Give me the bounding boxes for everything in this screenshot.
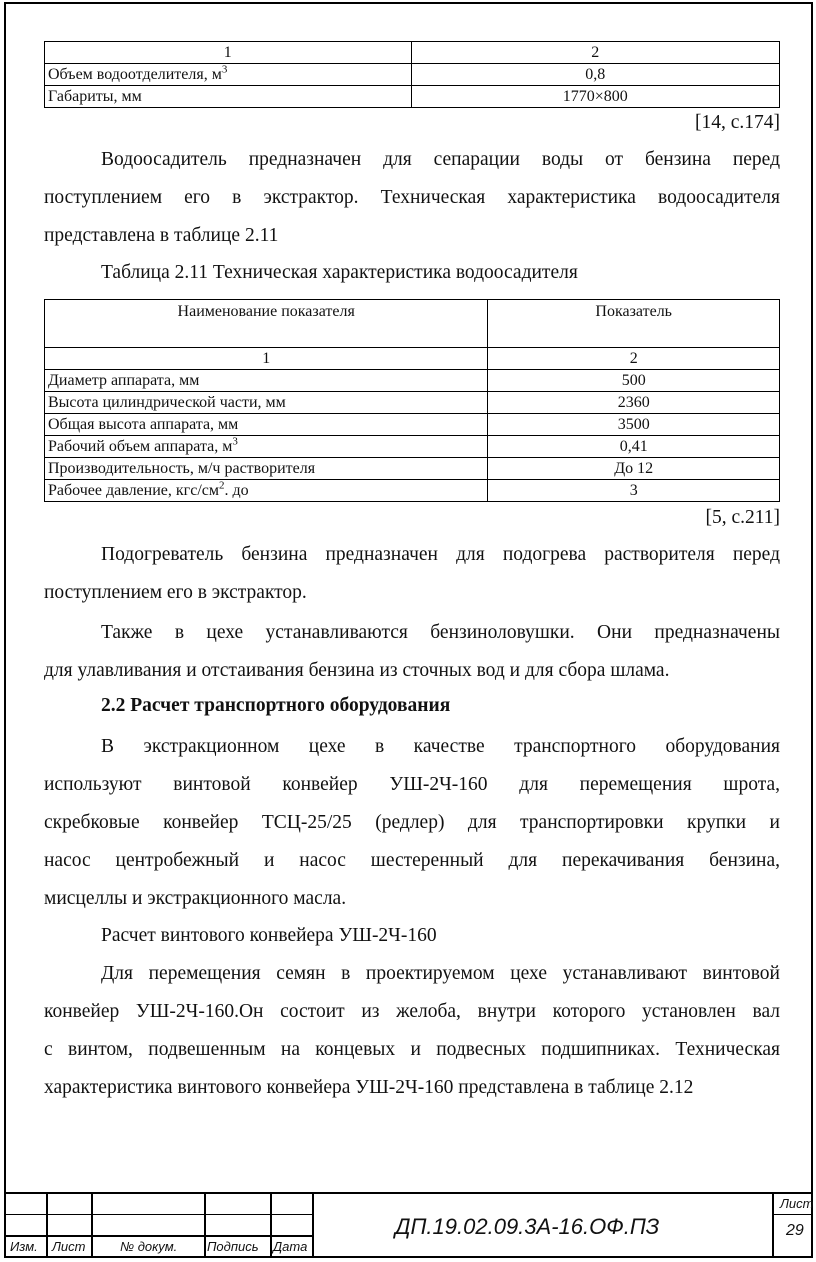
reference: [5, с.211] [705, 507, 780, 528]
section-heading: 2.2 Расчет транспортного оборудования [101, 695, 451, 716]
table-cell: 2360 [488, 392, 780, 414]
table-cell: Объем водоотделителя, $м^3$ [45, 64, 412, 86]
table-cell: Рабочее давление, кгс/$см^2$. до [45, 480, 488, 502]
paragraph: Расчет винтового конвейера УШ-2Ч-160 [101, 925, 437, 946]
table-row [45, 458, 780, 480]
stamp-label-signature: Подпись [207, 1239, 259, 1254]
table-cell: 0,8 [411, 64, 779, 86]
table-cell: 1770×800 [411, 86, 779, 108]
stamp-label-list: Лист [52, 1239, 86, 1254]
table-row [45, 414, 780, 436]
table-row [45, 370, 780, 392]
title-block [4, 1192, 813, 1258]
table-cell: Общая высота аппарата, мм [45, 414, 488, 436]
table-header-row [45, 42, 780, 64]
paragraph: Также в цехе устанавливаются бензиноловушки. Они предназначены для улавливания и отстаивания бензина из сточных вод и для сбора шлама. [44, 622, 780, 681]
table-top [44, 41, 780, 108]
table-cell: 1 [45, 42, 412, 64]
table-cell: Производительность, м/ч растворителя [45, 458, 488, 480]
paragraph: Водоосадитель предназначен для сепарации воды от бензина перед поступлением его в экстрактор. Техническая характеристика водоосадителя представлена в таблице 2.11 [44, 149, 780, 246]
table-cell: 3500 [488, 414, 780, 436]
table-row [45, 392, 780, 414]
table-main [44, 299, 780, 502]
table-cell: Наименование показателя [45, 300, 488, 348]
table-cell: Габариты, мм [45, 86, 412, 108]
table-header-row [45, 300, 780, 348]
paragraph: Подогреватель бензина предназначен для подогрева растворителя перед поступлением его в экстрактор. [44, 544, 780, 603]
reference: [14, с.174] [694, 112, 780, 133]
stamp-label-date: Дата [273, 1239, 308, 1254]
table-row [45, 86, 780, 108]
table-cell: 1 [45, 348, 488, 370]
sheet-number: 29 [786, 1222, 804, 1239]
paragraph: Для перемещения семян в проектируемом цехе устанавливают винтовой конвейер УШ-2Ч-160.Он состоит из желоба, внутри которого установлен вал с винтом, подвешенным на концевых и подвесных подшипниках. Техническая характеристика винтового конвейера УШ-2Ч-160 представлена в таблице 2.12 [44, 963, 780, 1098]
table-cell: 0,41 [488, 436, 780, 458]
table-cell: 3 [488, 480, 780, 502]
table-row [45, 436, 780, 458]
stamp-label-doc-number: № докум. [120, 1239, 178, 1254]
table-cell: Рабочий объем аппарата, $м^3$ [45, 436, 488, 458]
table-cell: Показатель [488, 300, 780, 348]
stamp-label-izm: Изм. [10, 1239, 38, 1254]
table-caption: Таблица 2.11 Техническая характеристика водоосадителя [101, 262, 578, 283]
table-cell: 2 [488, 348, 780, 370]
table-cell: Диаметр аппарата, мм [45, 370, 488, 392]
table-cell: 500 [488, 370, 780, 392]
paragraph: В экстракционном цехе в качестве транспортного оборудования используют винтовой конвейер УШ-2Ч-160 для перемещения шрота, скребковые конвейер ТСЦ-25/25 (редлер) для транспортировки крупки и насос центробежный и насос шестеренный для перекачивания бензина, мисцеллы и экстракционного масла. [44, 736, 780, 909]
table-cell: 2 [411, 42, 779, 64]
table-cell: Высота цилиндрической части, мм [45, 392, 488, 414]
table-row [45, 480, 780, 502]
sheet-label: Лист [780, 1196, 814, 1211]
document-code: ДП.19.02.09.3А-16.ОФ.ПЗ [395, 1214, 660, 1239]
table-row [45, 64, 780, 86]
table-number-row [45, 348, 780, 370]
table-cell: До 12 [488, 458, 780, 480]
